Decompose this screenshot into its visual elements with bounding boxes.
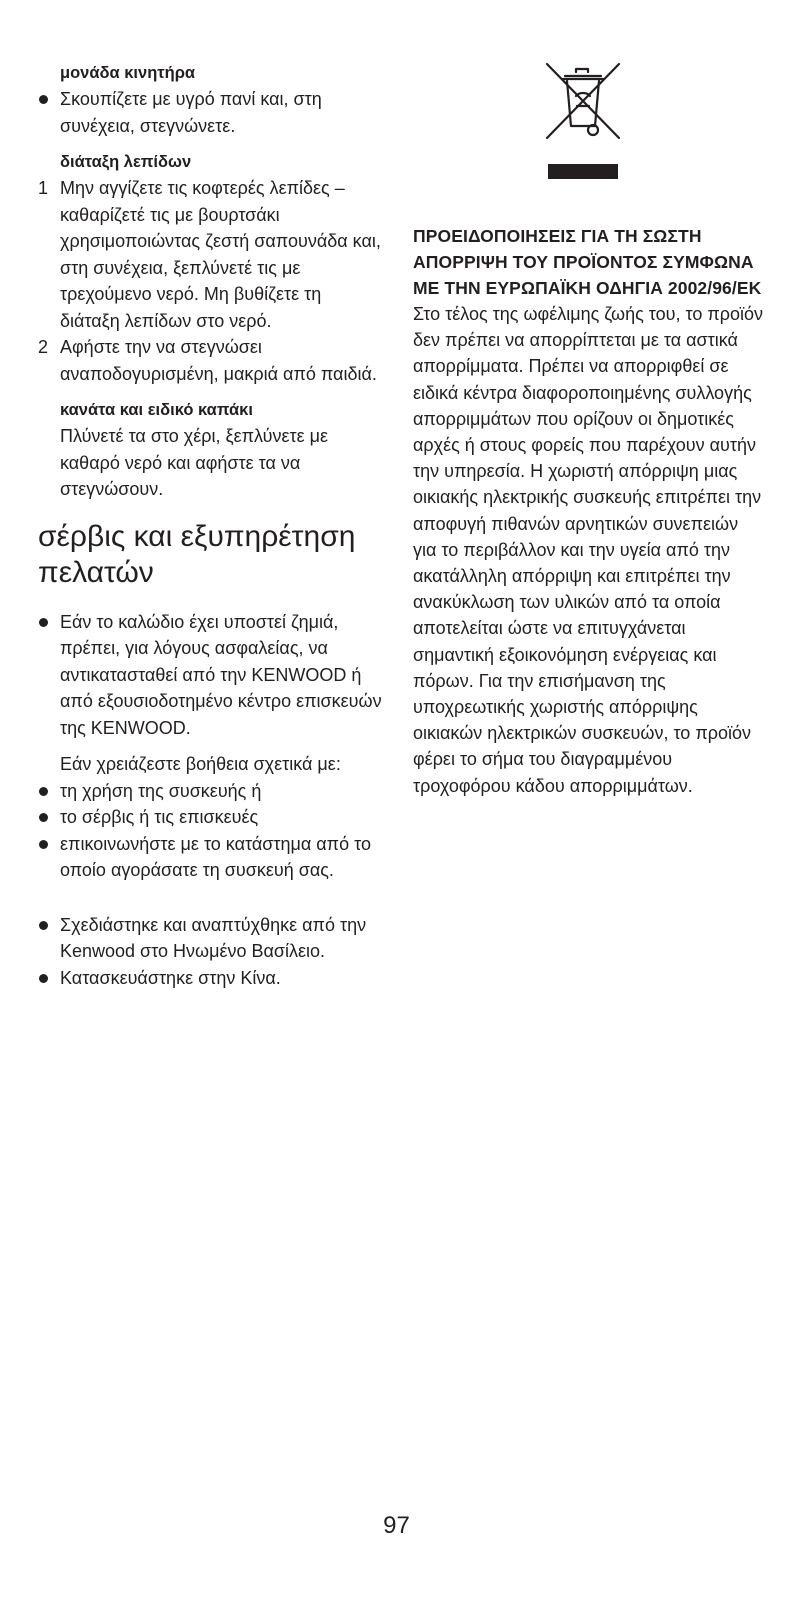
- motor-unit-bullet: [38, 86, 383, 139]
- page-number: 97: [383, 1512, 410, 1539]
- help-item-text: επικοινωνήστε με το κατάστημα από το οποίο αγοράσατε τη συσκευή σας.: [60, 833, 371, 880]
- blade-step-2: [38, 334, 383, 387]
- weee-notice-title: ΠΡΟΕΙΔΟΠΟΙΗΣΕΙΣ ΓΙΑ ΤΗ ΣΩΣΤΗ ΑΠΟΡΡΙΨΗ ΤΟΥ ΠΡΟΪΟΝΤΟΣ ΣΥΜΦΩΝΑ ΜΕ ΤΗΝ ΕΥΡΩΠΑΪΚΗ ΟΔΗΓΙΑ 2002/96/ΕΚ: [413, 226, 762, 298]
- help-item-text: τη χρήση της συσκευής ή: [60, 780, 262, 801]
- bullet-icon: [39, 95, 48, 104]
- step-number: 2: [38, 337, 49, 357]
- help-intro: Εάν χρειάζεστε βοήθεια σχετικά με:: [60, 754, 341, 774]
- jug-lid-heading: κανάτα και ειδικό καπάκι: [60, 401, 253, 419]
- right-column: [413, 60, 763, 799]
- service-section-title: σέρβις και εξυπηρέτηση πελατών: [38, 519, 356, 589]
- bullet-icon: [39, 787, 48, 796]
- blade-step-1: [38, 175, 383, 334]
- weee-notice-body: Στο τέλος της ωφέλιμης ζωής του, το προϊόν δεν πρέπει να απορρίπτεται με τα αστικά απορρίμματα. Πρέπει να απορριφθεί σε ειδικά κέντρα διαφοροποιημένης συλλογής απορριμμάτων που ορίζουν οι δημοτικές αρχές ή στους φορείς που παρέχουν αυτήν την υπηρεσία. Η χωριστή απόρριψη μιας οικιακής ηλεκτρικής συσκευής επιτρέπει την αποφυγή πιθανών αρνητικών συνεπειών για το περιβάλλον και την υγεία από την ακατάλληλη απόρριψη και επιτρέπει την ανακύκλωση των υλικών από τα οποία αποτελείται ώστε να επιτυγχάνεται σημαντική εξοικονόμηση ενέργειας και πόρων. Για την επισήμανση της υποχρεωτικής χωριστής απόρριψης οικιακών ηλεκτρικών συσκευών, το προϊόν φέρει το σήμα του διαγραμμένου τροχοφόρου κάδου απορριμμάτων.: [413, 304, 764, 796]
- origin-item-text: Σχεδιάστηκε και αναπτύχθηκε από την Kenwood στο Ηνωμένο Βασίλειο.: [60, 914, 367, 961]
- motor-unit-bullet-text: Σκουπίζετε με υγρό πανί και, στη συνέχεια, στεγνώνετε.: [60, 89, 322, 136]
- jug-lid-text: Πλύνετέ τα στο χέρι, ξεπλύνετε με καθαρό νερό και αφήστε τα να στεγνώσουν.: [60, 426, 328, 499]
- help-item: [38, 831, 383, 884]
- step-number: 1: [38, 178, 49, 198]
- help-item: [38, 778, 383, 805]
- origin-item: [38, 965, 383, 992]
- origin-item: [38, 912, 383, 965]
- left-column: [38, 60, 383, 991]
- blade-assembly-heading: διάταξη λεπίδων: [60, 153, 192, 171]
- help-item-text: το σέρβις ή τις επισκευές: [60, 807, 259, 827]
- bullet-icon: [39, 921, 48, 930]
- motor-unit-heading: μονάδα κινητήρα: [60, 64, 196, 82]
- step-text: Μην αγγίζετε τις κοφτερές λεπίδες – καθαρίζετέ τις με βουρτσάκι χρησιμοποιώντας ζεστή σαπουνάδα και, στη συνέχεια, ξεπλύνετέ τις με τρεχούμενο νερό. Μη βυθίζετε τη διάταξη λεπίδων στο νερό.: [60, 178, 381, 331]
- crossed-out-wheelie-bin-icon: [543, 60, 623, 185]
- service-cord-bullet: [38, 609, 383, 742]
- bullet-icon: [39, 840, 48, 849]
- bullet-icon: [39, 974, 48, 983]
- origin-item-text: Κατασκευάστηκε στην Κίνα.: [60, 967, 281, 988]
- help-item: [38, 804, 383, 831]
- bullet-icon: [39, 813, 48, 822]
- service-cord-text: Εάν το καλώδιο έχει υποστεί ζημιά, πρέπει, για λόγους ασφαλείας, να αντικατασταθεί από την KENWOOD ή από εξουσιοδοτημένο κέντρο επισκευών της KENWOOD.: [60, 611, 382, 738]
- bullet-icon: [39, 618, 48, 627]
- step-text: Αφήστε την να στεγνώσει αναποδογυρισμένη, μακριά από παιδιά.: [60, 337, 377, 384]
